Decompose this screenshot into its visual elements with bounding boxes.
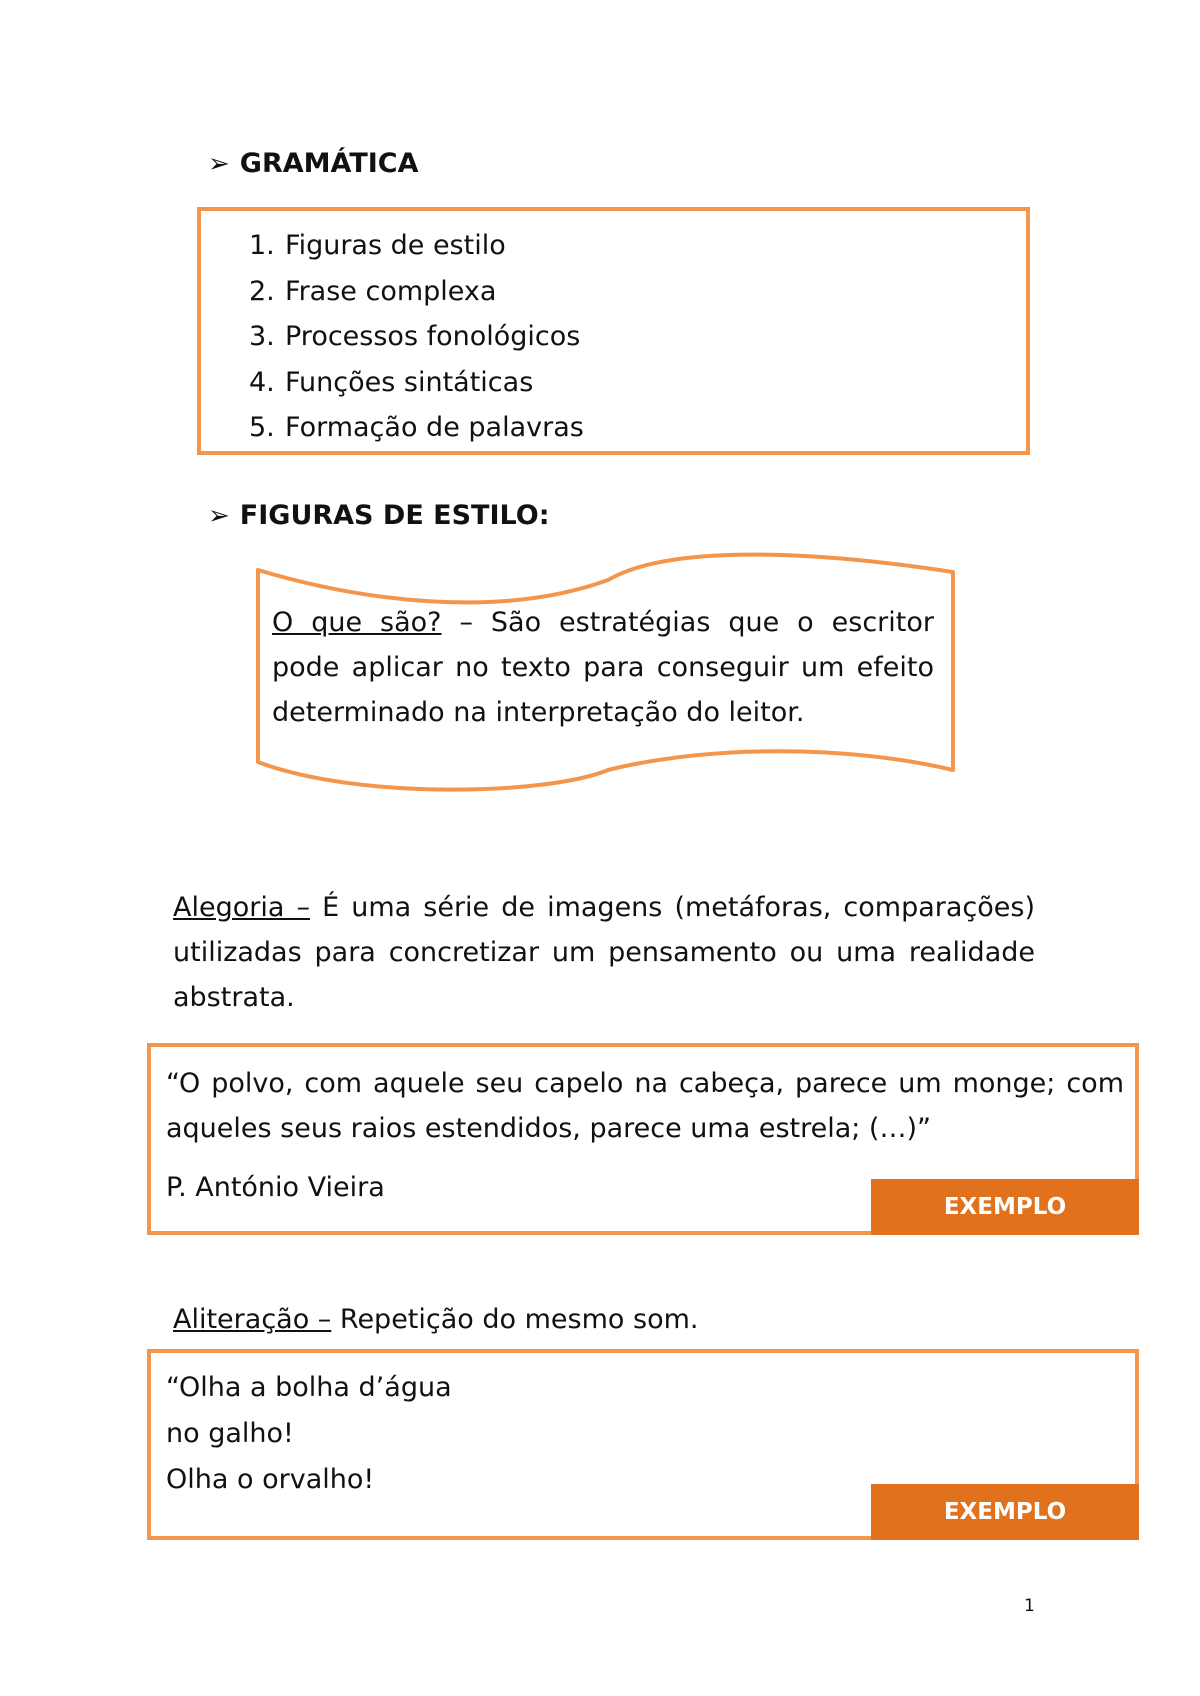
poem-line: “Olha a bolha d’água [166,1372,452,1403]
alegoria-example-author: P. António Vieira [166,1172,385,1203]
topics-list [249,223,584,451]
list-item [249,360,584,406]
figures-heading [208,500,550,531]
alegoria-body: É uma série de imagens (metáforas, comparações) utilizadas para concretizar um pensamento ou uma realidade abstrata. [173,892,1035,1013]
example-tag: EXEMPLO [871,1179,1139,1235]
list-item-number: 1. [249,230,275,261]
list-item-label: Processos fonológicos [285,321,581,352]
page-number: 1 [1024,1596,1035,1616]
list-item-label: Figuras de estilo [285,230,506,261]
definition-body: – São estratégias que o escritor pode aplicar no texto para conseguir um efeito determinado na interpretação do leitor. [272,607,934,728]
list-item-number: 2. [249,275,275,307]
arrow-bullet-icon: ➢ [208,148,230,179]
definition-text [272,600,934,735]
alegoria-term: Alegoria – [173,892,310,923]
list-item-label: Frase complexa [285,275,497,307]
aliteracao-paragraph [173,1297,1035,1342]
list-item-number: 5. [249,412,275,443]
figures-heading-label: FIGURAS DE ESTILO: [239,500,550,531]
alegoria-paragraph [173,885,1035,1020]
list-item [249,314,584,360]
aliteracao-example-box [147,1349,1139,1540]
grammar-heading-label: GRAMÁTICA [239,148,419,179]
list-item [249,269,584,315]
definition-term: O que são? [272,607,442,638]
poem-line: Olha o orvalho! [166,1464,375,1495]
grammar-heading [208,148,419,179]
alegoria-example-quote: “O polvo, com aquele seu capelo na cabeça, parece um monge; com aqueles seus raios estendidos, parece uma estrela; (…)” [166,1068,1124,1144]
list-item-number: 4. [249,366,275,398]
list-item-number: 3. [249,321,275,352]
aliteracao-example-poem [166,1365,452,1503]
alegoria-example-box [147,1043,1139,1235]
topics-box [197,207,1030,455]
aliteracao-body: Repetição do mesmo som. [331,1304,699,1335]
arrow-bullet-icon: ➢ [208,500,230,531]
poem-line: no galho! [166,1418,294,1449]
example-tag: EXEMPLO [871,1484,1139,1540]
list-item-label: Formação de palavras [285,412,584,443]
aliteracao-term: Aliteração – [173,1304,332,1335]
list-item-label: Funções sintáticas [285,366,534,398]
list-item [249,223,584,269]
list-item [249,405,584,451]
